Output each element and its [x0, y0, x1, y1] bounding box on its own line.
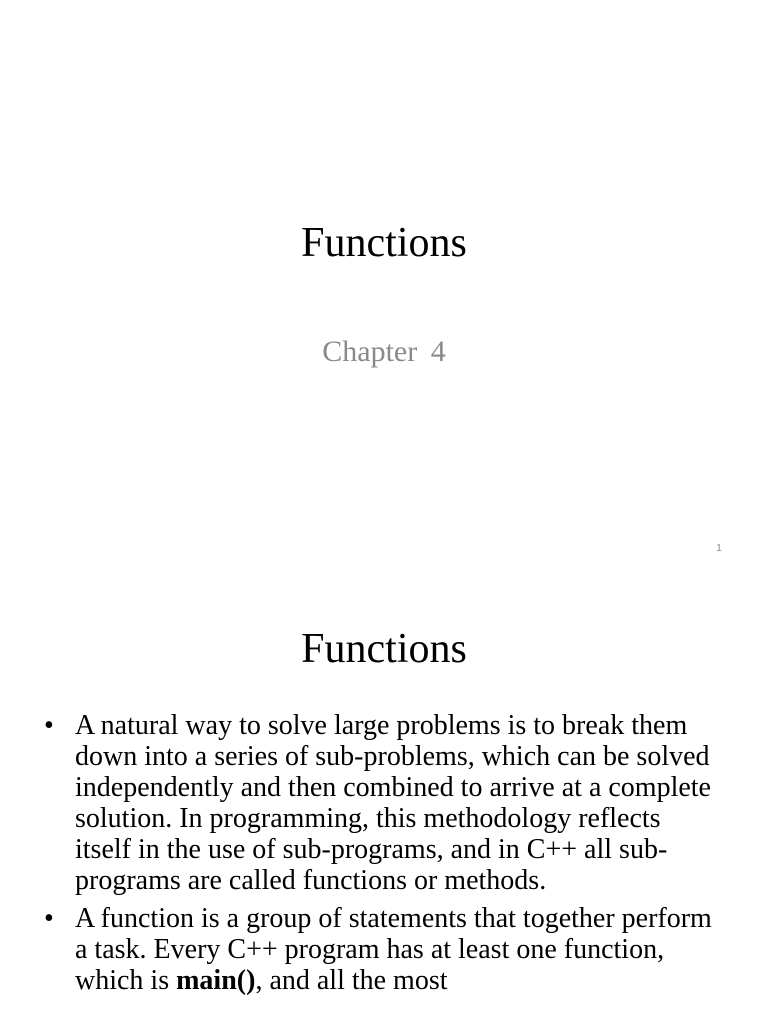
bullet-list [40, 710, 720, 1003]
bullet-dot-icon: • [44, 710, 54, 741]
slide-subtitle: Chapter 4 [322, 335, 446, 368]
bullet-text: A natural way to solve large problems is to break them down into a series of sub-problems, which can be solved independently and then combined to arrive at a complete solution. In programming, this methodology reflects itself in the use of sub-programs, and in C++ all sub-programs are called functions or methods. [75, 710, 711, 896]
bullet-bold-text: main() [176, 965, 256, 996]
slide-title: Functions [301, 626, 467, 672]
slide-number: 1 [716, 543, 722, 554]
slide-title: Functions [301, 220, 467, 266]
bullet-item [40, 903, 720, 996]
bullet-dot-icon: • [44, 903, 54, 934]
bullet-text: A function is a group of statements that together perform a task. Every C++ program has at least one function, which is [75, 903, 712, 996]
slide-2 [0, 576, 768, 1024]
bullet-item [40, 710, 720, 896]
bullet-text-continued: , and all the most [255, 965, 448, 996]
